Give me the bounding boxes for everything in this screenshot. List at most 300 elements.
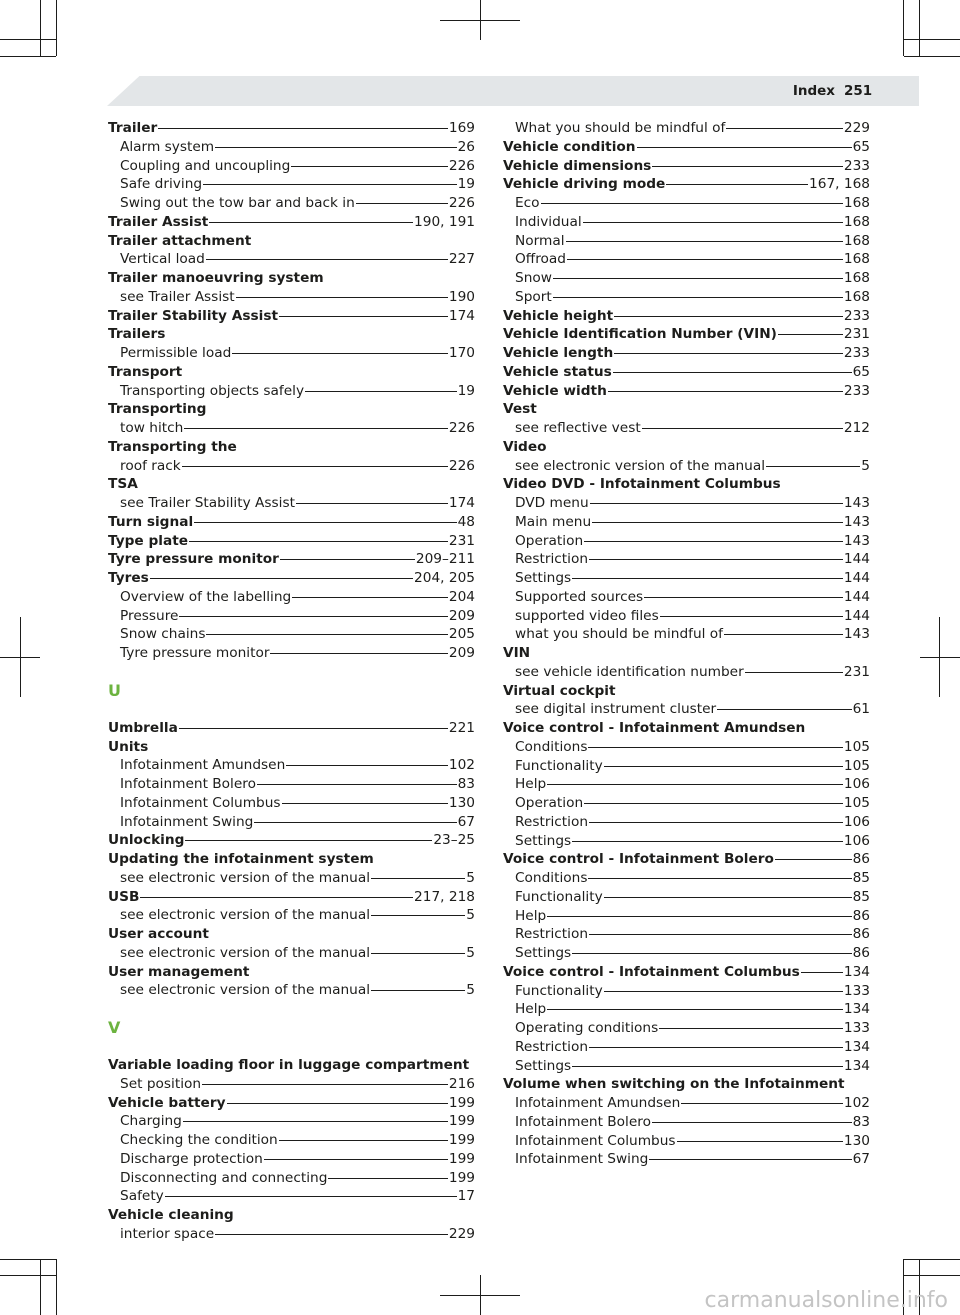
leader-line — [614, 353, 843, 354]
page-ref-link[interactable]: 226 — [448, 420, 475, 436]
page-ref-link[interactable]: 67 — [852, 1151, 870, 1168]
index-term: see digital instrument cluster — [515, 701, 717, 718]
watermark: carmanualsonline.info — [704, 1288, 948, 1313]
index-term: Vehicle cleaning — [108, 1207, 234, 1223]
leader-line — [184, 428, 448, 429]
index-term: Infotainment Columbus — [515, 1132, 676, 1149]
page-ref-link[interactable]: 26 — [457, 138, 475, 155]
page-ref-link[interactable]: 86 — [852, 945, 870, 961]
index-entry — [503, 325, 870, 344]
page-ref-link[interactable]: 209 — [448, 645, 475, 661]
leader-line — [637, 147, 852, 148]
leader-line — [613, 372, 852, 373]
page-ref-link[interactable]: 106 — [843, 832, 870, 849]
index-term: Normal — [515, 232, 565, 249]
index-term: Infotainment Swing — [120, 813, 254, 830]
leader-line — [566, 241, 843, 242]
leader-line — [227, 1103, 448, 1104]
page-ref-link[interactable]: 226 — [448, 157, 475, 174]
index-term: USB — [108, 888, 140, 905]
page-ref-link[interactable]: 174 — [448, 307, 475, 324]
leader-line — [179, 728, 448, 729]
index-entry — [503, 175, 870, 194]
crop-mark — [904, 1275, 960, 1276]
index-term: Safety — [120, 1188, 164, 1205]
page-ref-link[interactable]: 144 — [843, 607, 870, 624]
page-ref-link[interactable]: 199 — [448, 1094, 475, 1111]
index-entry — [108, 1094, 475, 1113]
index-subentry — [503, 888, 870, 907]
leader-line — [717, 709, 851, 710]
page-ref-link[interactable]: 231 — [448, 532, 475, 549]
index-term: VIN — [503, 645, 531, 661]
page-ref-link[interactable]: 19 — [457, 176, 475, 193]
page-ref-link[interactable]: 19 — [457, 382, 475, 399]
index-term: see Trailer Stability Assist — [120, 495, 295, 511]
index-entry — [108, 213, 475, 232]
page-ref-link[interactable]: 199 — [448, 1169, 475, 1186]
index-subentry — [108, 1225, 475, 1244]
leader-line — [150, 578, 413, 579]
leader-line — [572, 1066, 843, 1067]
index-term: Video — [503, 438, 547, 455]
page-ref-link[interactable]: 105 — [843, 738, 870, 755]
index-subentry — [503, 1113, 870, 1132]
page-ref-link[interactable]: 134 — [843, 963, 870, 980]
leader-line — [553, 297, 843, 298]
page-ref-link[interactable]: 205 — [448, 626, 475, 643]
index-term: Infotainment Bolero — [120, 776, 256, 792]
page-ref-link[interactable]: 144 — [843, 588, 870, 605]
index-term: Infotainment Amundsen — [515, 1095, 681, 1111]
index-term: Voice control - Infotainment Amundsen — [503, 720, 806, 736]
index-subentry — [108, 288, 475, 307]
index-entry — [108, 513, 475, 532]
page-ref-link[interactable]: 17 — [457, 1188, 475, 1205]
index-term: Umbrella — [108, 719, 178, 736]
page-ref-link[interactable]: 65 — [852, 138, 870, 155]
page-ref-link[interactable]: 209 — [448, 607, 475, 624]
index-term: Operating conditions — [515, 1020, 659, 1036]
index-term: Help — [515, 776, 547, 793]
leader-line — [371, 878, 465, 879]
leader-line — [547, 916, 851, 917]
index-entry — [108, 550, 475, 569]
index-term: Functionality — [515, 888, 603, 905]
page-ref-link[interactable]: 209–211 — [415, 551, 475, 568]
page-ref-link[interactable]: 233 — [843, 382, 870, 399]
index-term: TSA — [108, 476, 138, 493]
index-term: Volume when switching on the Infotainment — [503, 1076, 845, 1093]
index-term: Video DVD - Infotainment Columbus — [503, 476, 781, 493]
index-subentry — [108, 756, 475, 775]
index-term: Pressure — [120, 607, 179, 624]
leader-line — [801, 972, 843, 973]
page-ref-link[interactable]: 143 — [843, 513, 870, 530]
page-ref-link[interactable]: 212 — [843, 420, 870, 436]
page-ref-link[interactable]: 227 — [448, 251, 475, 268]
page-ref-link[interactable]: 231 — [843, 326, 870, 343]
leader-line — [583, 222, 843, 223]
page-ref-link[interactable]: 134 — [843, 1001, 870, 1018]
index-term: see electronic version of the manual — [120, 907, 371, 924]
index-heading — [108, 438, 475, 457]
section-letter: U — [108, 680, 121, 700]
page-ref-link[interactable]: 204 — [448, 588, 475, 605]
leader-line — [677, 1141, 843, 1142]
index-term: Transporting — [108, 401, 207, 418]
page-ref-link[interactable]: 106 — [843, 813, 870, 830]
index-term: Updating the infotainment system — [108, 851, 374, 867]
page-ref-link[interactable]: 85 — [852, 888, 870, 905]
page-ref-link[interactable]: 86 — [852, 926, 870, 943]
index-subentry — [503, 194, 870, 213]
index-term: Vehicle status — [503, 363, 612, 380]
page-ref-link[interactable]: 133 — [843, 982, 870, 999]
page-ref-link[interactable]: 217, 218 — [414, 888, 475, 905]
page-ref-link[interactable]: 61 — [852, 701, 870, 718]
page-ref-link[interactable]: 216 — [448, 1075, 475, 1092]
crop-mark — [40, 1259, 41, 1315]
index-term: Conditions — [515, 738, 588, 755]
index-term: Trailer attachment — [108, 232, 252, 249]
page-ref-link[interactable]: 143 — [843, 495, 870, 511]
index-term: Unlocking — [108, 832, 185, 849]
index-subentry — [503, 532, 870, 551]
index-subentry — [108, 794, 475, 813]
index-subentry — [108, 157, 475, 176]
page-ref-link[interactable]: 5 — [466, 944, 475, 961]
page-ref-link[interactable]: 144 — [843, 551, 870, 568]
index-subentry — [503, 569, 870, 588]
index-subentry — [503, 288, 870, 307]
leader-line — [279, 1140, 448, 1141]
page-ref-link[interactable]: 133 — [843, 1020, 870, 1036]
index-subentry — [108, 607, 475, 626]
page-ref-link[interactable]: 233 — [843, 307, 870, 324]
leader-line — [644, 597, 843, 598]
leader-line — [254, 822, 456, 823]
index-subentry — [503, 250, 870, 269]
page-ref-link[interactable]: 199 — [448, 1113, 475, 1130]
index-subentry — [503, 1000, 870, 1019]
index-term: Snow chains — [120, 626, 206, 643]
index-heading — [503, 1075, 870, 1094]
leader-line — [189, 541, 448, 542]
page-ref-link[interactable]: 134 — [843, 1057, 870, 1074]
index-subentry — [503, 738, 870, 757]
index-term: Checking the condition — [120, 1132, 278, 1148]
index-subentry — [503, 869, 870, 888]
leader-line — [232, 353, 448, 354]
index-term: Infotainment Swing — [515, 1151, 649, 1168]
page-ref-link[interactable]: 204, 205 — [414, 570, 475, 586]
index-term: Trailer Assist — [108, 213, 209, 230]
index-subentry — [108, 1131, 475, 1150]
index-entry — [503, 157, 870, 176]
index-term: Tyre pressure monitor — [120, 645, 270, 661]
index-term: see reflective vest — [515, 420, 641, 436]
page-ref-link[interactable]: 174 — [448, 495, 475, 511]
leader-line — [371, 953, 465, 954]
index-entry — [108, 569, 475, 588]
page-ref-link[interactable]: 67 — [457, 813, 475, 830]
page-ref-link[interactable]: 130 — [448, 794, 475, 811]
index-term: Transporting the — [108, 438, 237, 455]
index-subentry — [503, 213, 870, 232]
index-subentry — [503, 813, 870, 832]
leader-line — [209, 222, 413, 223]
leader-line — [282, 803, 448, 804]
index-term: Eco — [515, 195, 540, 211]
index-subentry — [503, 119, 870, 138]
index-subentry — [108, 1075, 475, 1094]
page-ref-link[interactable]: 144 — [843, 570, 870, 586]
index-term: Overview of the labelling — [120, 588, 292, 605]
index-term: Permissible load — [120, 345, 232, 361]
page-ref-link[interactable]: 233 — [843, 345, 870, 361]
page-ref-link[interactable]: 170 — [448, 345, 475, 361]
index-term: tow hitch — [120, 420, 184, 436]
index-subentry — [503, 550, 870, 569]
page-ref-link[interactable]: 106 — [843, 776, 870, 793]
page-ref-link[interactable]: 83 — [852, 1113, 870, 1130]
index-subentry — [503, 457, 870, 476]
leader-line — [589, 559, 843, 560]
leader-line — [584, 541, 843, 542]
index-subentry — [503, 663, 870, 682]
leader-line — [280, 559, 415, 560]
page-ref-link[interactable]: 143 — [843, 626, 870, 643]
page-ref-link[interactable]: 168 — [843, 232, 870, 249]
page-ref-link[interactable]: 168 — [843, 213, 870, 230]
leader-line — [215, 147, 456, 148]
leader-line — [588, 878, 851, 879]
index-term: Trailer — [108, 120, 158, 136]
page-ref-link[interactable]: 5 — [466, 982, 475, 999]
page-ref-link[interactable]: 226 — [448, 195, 475, 211]
index-entry — [503, 138, 870, 157]
index-term: Vehicle dimensions — [503, 157, 652, 174]
index-subentry — [503, 907, 870, 926]
crop-mark — [0, 1259, 56, 1260]
page-ref-link[interactable]: 102 — [843, 1095, 870, 1111]
index-term: DVD menu — [515, 495, 589, 511]
page-ref-link[interactable]: 229 — [843, 120, 870, 136]
index-term: Snow — [515, 270, 552, 286]
page-ref-link[interactable]: 168 — [843, 195, 870, 211]
index-subentry — [108, 775, 475, 794]
leader-line — [194, 522, 456, 523]
page-ref-link[interactable]: 48 — [457, 513, 475, 530]
leader-line — [660, 616, 843, 617]
index-term: User management — [108, 963, 250, 980]
leader-line — [371, 990, 465, 991]
leader-line — [592, 522, 843, 523]
page-ref-link[interactable]: 190, 191 — [414, 213, 475, 230]
index-subentry — [108, 1169, 475, 1188]
crop-mark — [480, 0, 481, 40]
leader-line — [203, 184, 457, 185]
leader-line — [371, 915, 465, 916]
index-subentry — [108, 138, 475, 157]
index-term: Offroad — [515, 251, 566, 268]
leader-line — [649, 1159, 851, 1160]
page-ref-link[interactable]: 199 — [448, 1132, 475, 1148]
page-ref-link[interactable]: 134 — [843, 1038, 870, 1055]
index-term: Restriction — [515, 551, 588, 568]
index-subentry — [108, 625, 475, 644]
leader-line — [614, 316, 843, 317]
page-ref-link[interactable]: 83 — [457, 776, 475, 792]
leader-line — [183, 1121, 448, 1122]
index-entry — [503, 382, 870, 401]
index-subentry — [108, 419, 475, 438]
page-ref-link[interactable]: 167, 168 — [809, 176, 870, 193]
leader-line — [588, 747, 842, 748]
page-ref-link[interactable]: 231 — [843, 663, 870, 680]
index-term: Transport — [108, 363, 183, 380]
index-term: Infotainment Amundsen — [120, 757, 286, 774]
index-heading — [503, 475, 870, 494]
index-subentry — [503, 625, 870, 644]
index-subentry — [108, 869, 475, 888]
index-term: see electronic version of the manual — [120, 869, 371, 886]
index-heading — [108, 325, 475, 344]
leader-line — [547, 784, 843, 785]
page-ref-link[interactable]: 105 — [843, 795, 870, 811]
leader-line — [766, 466, 860, 467]
index-term: Vertical load — [120, 251, 205, 268]
index-subentry — [503, 757, 870, 776]
index-term: Settings — [515, 1057, 572, 1074]
leader-line — [202, 1084, 448, 1085]
crop-mark — [56, 0, 57, 56]
page-ref-link[interactable]: 130 — [843, 1132, 870, 1149]
leader-line — [236, 297, 448, 298]
page-ref-link[interactable]: 105 — [843, 757, 870, 774]
page-ref-link[interactable]: 23–25 — [433, 832, 475, 849]
page-ref-link[interactable]: 190 — [448, 288, 475, 305]
index-heading — [108, 1056, 475, 1075]
index-term: Functionality — [515, 982, 603, 999]
page-ref-link[interactable]: 65 — [852, 363, 870, 380]
index-column-left — [108, 119, 475, 1244]
page-ref-link[interactable]: 86 — [852, 907, 870, 924]
index-subentry — [503, 700, 870, 719]
index-term: Infotainment Columbus — [120, 794, 281, 811]
leader-line — [279, 316, 448, 317]
index-term: Sport — [515, 288, 552, 305]
page-ref-link[interactable]: 199 — [448, 1150, 475, 1167]
index-subentry — [108, 250, 475, 269]
page-ref-link[interactable]: 226 — [448, 457, 475, 474]
leader-line — [681, 1103, 843, 1104]
index-term: Vehicle length — [503, 345, 614, 361]
index-heading — [108, 963, 475, 982]
index-subentry — [503, 1057, 870, 1076]
index-subentry — [108, 644, 475, 663]
index-term: Voice control - Infotainment Bolero — [503, 851, 774, 868]
index-term: Conditions — [515, 870, 588, 886]
page-ref-link[interactable]: 233 — [843, 157, 870, 174]
leader-line — [604, 897, 852, 898]
index-entry — [503, 850, 870, 869]
crop-mark — [904, 56, 960, 57]
index-term: Vest — [503, 401, 537, 418]
index-term: Vehicle driving mode — [503, 176, 666, 193]
page-ref-link[interactable]: 221 — [448, 719, 475, 736]
page-ref-link[interactable]: 86 — [852, 851, 870, 868]
page-ref-link[interactable]: 168 — [843, 288, 870, 305]
page-ref-link[interactable]: 85 — [852, 870, 870, 886]
index-term: Functionality — [515, 757, 603, 774]
index-subentry — [108, 344, 475, 363]
page-ref-link[interactable]: 168 — [843, 251, 870, 268]
index-heading — [108, 269, 475, 288]
index-term: Vehicle width — [503, 382, 607, 399]
page-ref-link[interactable]: 5 — [861, 457, 870, 474]
index-term: Variable loading floor in luggage compartment — [108, 1057, 470, 1073]
index-term: Supported sources — [515, 588, 644, 605]
index-subentry — [108, 588, 475, 607]
index-heading — [108, 475, 475, 494]
index-term: what you should be mindful of — [515, 626, 723, 643]
index-subentry — [503, 1132, 870, 1151]
index-entry — [503, 363, 870, 382]
index-heading — [503, 682, 870, 701]
leader-line — [158, 128, 448, 129]
index-term: see electronic version of the manual — [515, 457, 766, 474]
leader-line — [778, 334, 843, 335]
index-entry — [108, 119, 475, 138]
index-heading — [503, 400, 870, 419]
page-ref-link[interactable]: 143 — [843, 532, 870, 549]
index-heading — [503, 438, 870, 457]
leader-line — [185, 840, 432, 841]
section-letter: V — [108, 1018, 121, 1037]
page-ref-link[interactable]: 102 — [448, 757, 475, 774]
crop-mark — [40, 0, 41, 56]
index-term: supported video files — [515, 607, 659, 624]
page-ref-link[interactable]: 5 — [466, 869, 475, 886]
page-ref-link[interactable]: 229 — [448, 1225, 475, 1242]
page-ref-link[interactable]: 5 — [466, 907, 475, 924]
index-term: see Trailer Assist — [120, 288, 235, 305]
index-term: Safe driving — [120, 176, 203, 193]
index-term: Trailer manoeuvring system — [108, 270, 324, 286]
page-ref-link[interactable]: 168 — [843, 270, 870, 286]
leader-line — [589, 822, 843, 823]
crop-mark — [0, 39, 56, 40]
leader-line — [572, 841, 843, 842]
page-ref-link[interactable]: 169 — [448, 120, 475, 136]
index-entry — [108, 307, 475, 326]
index-subentry — [503, 269, 870, 288]
index-subentry — [503, 832, 870, 851]
index-term: see vehicle identification number — [515, 663, 744, 680]
index-term: Units — [108, 738, 149, 755]
index-heading — [108, 232, 475, 251]
crop-mark — [20, 617, 21, 697]
leader-line — [666, 184, 808, 185]
index-term: Vehicle condition — [503, 138, 636, 155]
index-subentry — [108, 813, 475, 832]
index-subentry — [108, 457, 475, 476]
index-subentry — [503, 1150, 870, 1169]
index-term: Charging — [120, 1113, 182, 1130]
index-term: Restriction — [515, 1038, 588, 1055]
